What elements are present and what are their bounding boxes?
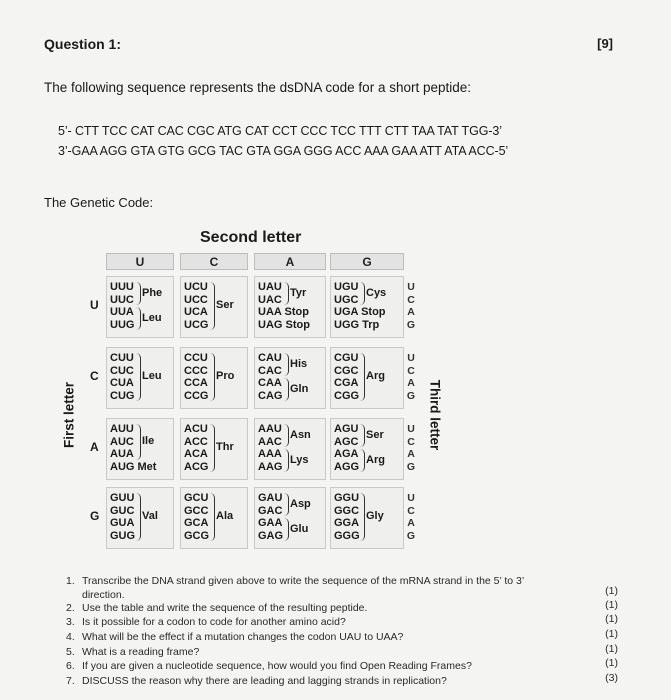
brace — [136, 282, 141, 305]
codon: CUC — [110, 364, 134, 377]
codon: GUC — [110, 504, 135, 517]
codon: CCU — [184, 352, 208, 364]
col-header-g: G — [330, 253, 404, 270]
codon: CUA — [110, 377, 134, 389]
codon: GCA — [184, 517, 209, 529]
codon: CGA — [334, 377, 359, 389]
q2-num: 2. — [66, 602, 75, 614]
amino-acid: Ser — [366, 428, 384, 441]
codon: GCU — [184, 492, 209, 504]
codon: CAA — [258, 377, 282, 389]
codon: UCG — [184, 318, 209, 331]
amino-acid: Val — [142, 510, 158, 522]
codon: CGC — [334, 364, 359, 377]
amino-acid: Ser — [216, 299, 234, 311]
codon: AUU — [110, 423, 134, 435]
second-letter-label: Second letter — [200, 229, 302, 246]
codon: GAA — [258, 517, 283, 529]
third-letter-u: U — [407, 281, 415, 293]
amino-acid: His — [290, 357, 308, 370]
codon: UCA — [184, 306, 208, 318]
third-letter-u: U — [407, 352, 415, 364]
codon: ACU — [184, 423, 208, 435]
first-letter-c: C — [90, 369, 99, 383]
brace — [210, 282, 215, 330]
q1-marks: (1) — [605, 585, 618, 597]
brace — [360, 493, 365, 541]
codon: UCC — [184, 293, 208, 306]
amino-acid: Tyr — [290, 286, 307, 299]
brace — [360, 353, 365, 401]
amino-acid: Asn — [290, 428, 311, 441]
codon: CAC — [258, 364, 282, 377]
dna-strand-top: 5’- CTT TCC CAT CAC CGC ATG CAT CCT CCC TCC TTT CTT TAA TAT TGG-3’ — [58, 124, 502, 138]
brace — [284, 378, 289, 401]
third-letter-u: U — [407, 423, 415, 435]
codon: AGA — [334, 448, 359, 460]
amino-acid: Glu — [290, 522, 309, 535]
brace — [360, 424, 365, 447]
amino-acid: Arg — [366, 370, 385, 382]
codon: AGC — [334, 435, 359, 448]
brace — [210, 424, 215, 472]
third-letter-g: G — [406, 529, 416, 542]
third-letter-a: A — [407, 517, 415, 529]
codon: GAU — [258, 492, 283, 504]
first-letter-a: A — [90, 440, 99, 454]
brace — [284, 493, 289, 516]
dna-strand-bottom: 3’-GAA AGG GTA GTG GCG TAC GTA GGA GGG ACC AAA GAA ATT ATA ACC-5’ — [58, 144, 509, 158]
question-list — [66, 575, 618, 695]
q6-text: If you are given a nucleotide sequence, how would you find Open Reading Frames? — [82, 660, 472, 672]
brace — [136, 353, 141, 401]
codon: AAG — [258, 460, 283, 473]
third-letter-u: U — [407, 492, 415, 504]
codon: UGU — [334, 281, 359, 293]
third-letter-c: C — [407, 435, 415, 448]
amino-acid: Pro — [216, 370, 235, 382]
amino-acid: Leu — [142, 311, 162, 324]
codon: UUA — [110, 306, 134, 318]
brace — [284, 424, 289, 447]
codon: CAG — [258, 389, 283, 402]
q1-text: Transcribe the DNA strand given above to write the sequence of the mRNA strand in the 5’ to 3’ — [82, 575, 525, 587]
codon: AAC — [258, 435, 282, 448]
codon: ACG — [184, 460, 209, 473]
codon: AUA — [110, 448, 134, 460]
brace — [284, 518, 289, 541]
codon: AGU — [334, 423, 359, 435]
third-letter-g: G — [406, 460, 416, 473]
q1-text-cont: direction. — [82, 589, 125, 601]
question-marks: [9] — [597, 36, 613, 51]
q2-text: Use the table and write the sequence of the resulting peptide. — [82, 602, 368, 614]
codon: GGU — [334, 492, 360, 504]
codon: UUU — [110, 281, 134, 293]
third-letter-a: A — [407, 377, 415, 389]
codon: UAA Stop — [258, 306, 309, 318]
q1-num: 1. — [66, 575, 75, 587]
amino-acid: Ile — [142, 434, 155, 447]
amino-acid: Leu — [142, 370, 162, 382]
codon: GGG — [334, 529, 360, 542]
codon: GGA — [334, 517, 360, 529]
codon: CGG — [334, 389, 360, 402]
codon: CCG — [184, 389, 209, 402]
codon: GCG — [184, 529, 210, 542]
codon: UCU — [184, 281, 208, 293]
first-letter-g: G — [90, 509, 100, 523]
codon: CUU — [110, 352, 134, 364]
brace — [136, 424, 141, 460]
q3-text: Is it possible for a codon to code for another amino acid? — [82, 616, 346, 628]
brace — [284, 449, 289, 472]
genetic-code-label: The Genetic Code: — [44, 195, 154, 210]
col-header-u: U — [106, 253, 174, 270]
third-letter-a: A — [407, 306, 415, 318]
q5-marks: (1) — [605, 643, 618, 655]
first-letter-u: U — [90, 298, 99, 312]
amino-acid: Thr — [216, 441, 234, 453]
codon: UUG — [110, 318, 135, 331]
q4-text: What will be the effect if a mutation changes the codon UAU to UAA? — [82, 631, 404, 643]
question-title: Question 1: — [44, 36, 122, 52]
amino-acid: Asp — [290, 497, 311, 510]
q3-num: 3. — [66, 616, 75, 628]
codon: UGG Trp — [334, 318, 380, 331]
q6-marks: (1) — [605, 657, 618, 669]
codon: UGC — [334, 293, 359, 306]
q3-marks: (1) — [605, 613, 618, 625]
first-letter-label: First letter — [61, 381, 77, 449]
third-letter-c: C — [407, 364, 415, 377]
amino-acid: Phe — [142, 286, 163, 299]
codon: UUC — [110, 293, 134, 306]
col-header-c: C — [180, 253, 248, 270]
codon: GGC — [334, 504, 360, 517]
brace — [284, 353, 289, 376]
third-letter-label: Third letter — [427, 379, 443, 451]
brace — [136, 493, 141, 541]
q7-num: 7. — [66, 675, 75, 687]
q7-text: DISCUSS the reason why there are leading and lagging strands in replication? — [82, 675, 447, 687]
brace — [360, 282, 365, 305]
third-letter-g: G — [406, 389, 416, 402]
codon: ACC — [184, 435, 208, 448]
brace — [210, 353, 215, 401]
amino-acid: Cys — [366, 286, 387, 299]
amino-acid: Arg — [366, 453, 385, 466]
third-letter-c: C — [407, 504, 415, 517]
codon: CGU — [334, 352, 359, 364]
q7-marks: (3) — [605, 672, 618, 684]
q2-marks: (1) — [605, 599, 618, 611]
brace — [360, 449, 365, 472]
q4-num: 4. — [66, 631, 75, 643]
codon: ACA — [184, 448, 208, 460]
q5-text: What is a reading frame? — [82, 646, 200, 658]
codon: CCA — [184, 377, 208, 389]
amino-acid: Lys — [290, 453, 309, 466]
codon: AAA — [258, 448, 282, 460]
codon: GAG — [258, 529, 284, 542]
codon: AUC — [110, 435, 134, 448]
codon: UGA Stop — [334, 306, 386, 318]
third-letter-g: G — [406, 318, 416, 331]
q4-marks: (1) — [605, 628, 618, 640]
amino-acid: Gly — [366, 510, 384, 522]
codon: AGG — [334, 460, 360, 473]
codon: GUA — [110, 517, 135, 529]
codon: GUG — [110, 529, 136, 542]
third-letter-c: C — [407, 293, 415, 306]
codon: UAC — [258, 293, 282, 306]
codon: CCC — [184, 364, 208, 377]
codon: GAC — [258, 504, 283, 517]
codon: GUU — [110, 492, 135, 504]
codon: AAU — [258, 423, 282, 435]
question-intro: The following sequence represents the dsDNA code for a short peptide: — [44, 80, 472, 95]
brace — [210, 493, 215, 541]
brace — [284, 282, 289, 305]
third-letter-a: A — [407, 448, 415, 460]
q5-num: 5. — [66, 646, 75, 658]
amino-acid: Ala — [216, 510, 234, 522]
codon: CUG — [110, 389, 135, 402]
codon: UAU — [258, 281, 282, 293]
brace — [136, 307, 141, 330]
codon: AUG Met — [110, 460, 157, 473]
codon: UAG Stop — [258, 318, 310, 331]
amino-acid: Gln — [290, 382, 309, 395]
codon: GCC — [184, 504, 209, 517]
codon: CAU — [258, 352, 282, 364]
col-header-a: A — [254, 253, 326, 270]
q6-num: 6. — [66, 660, 75, 672]
